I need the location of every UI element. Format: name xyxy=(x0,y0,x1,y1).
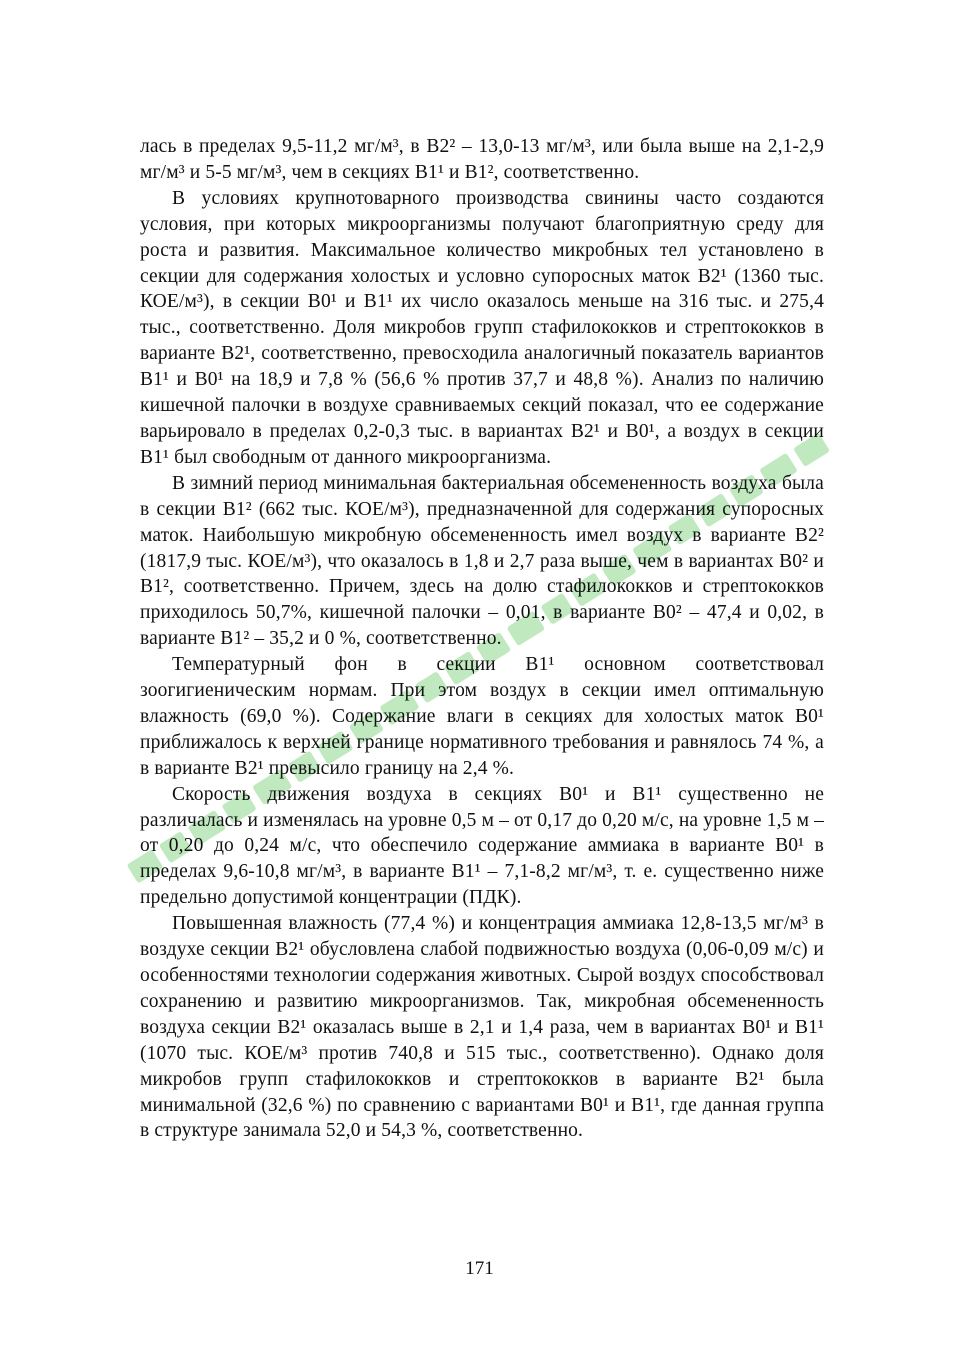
paragraph-1: лась в пределах 9,5-11,2 мг/м³, в В2² – 13,0-13 мг/м³, или была выше на 2,1-2,9 мг/м³ и 5-5 мг/м³, чем в секциях В1¹ и В1², соответственно. xyxy=(140,136,824,183)
paragraph-5: Скорость движения воздуха в секциях В0¹ и В1¹ существенно не различалась и изменялась на уровне 0,5 м – от 0,17 до 0,20 м/с, на уровне 1,5 м – от 0,20 до 0,24 м/с, что обеспечило содержание аммиака в варианте В0¹ в пределах 9,6-10,8 мг/м³, в варианте В1¹ – 7,1-8,2 мг/м³, т. е. существенно ниже предельно допустимой концентрации (ПДК). xyxy=(140,783,824,909)
paragraph-3: В зимний период минимальная бактериальная обсемененность воздуха была в секции В1² (662 тыс. КОЕ/м³), предназначенной для содержания супоросных маток. Наибольшую микробную обсемененность имел воздух в варианте В2² (1817,9 тыс. КОЕ/м³), что оказалось в 1,8 и 2,7 раза выше, чем в вариантах В0² и В1², соответственно. Причем, здесь на долю стафилококков и стрептококков приходилось 50,7%, кишечной палочки – 0,01, в варианте В0² – 47,4 и 0,02, в варианте В1² – 35,2 и 0 %, соответственно. xyxy=(140,472,824,650)
paragraph-6: Повышенная влажность (77,4 %) и концентрация аммиака 12,8-13,5 мг/м³ в воздухе секции В2¹ обусловлена слабой подвижностью воздуха (0,06-0,09 м/с) и особенностями технологии содержания животных. Сырой воздух способствовал сохранению и развитию микроорганизмов. Так, микробная обсемененность воздуха секции В2¹ оказалась выше в 2,1 и 1,4 раза, чем в вариантах В0¹ и В1¹ (1070 тыс. КОЕ/м³ против 740,8 и 515 тыс., соответственно). Однако доля микробов групп стафилококков и стрептококков в варианте В2¹ была минимальной (32,6 %) по сравнению с вариантами В0¹ и В1¹, где данная группа в структуре занимала 52,0 и 54,3 %, соответственно. xyxy=(140,913,824,1142)
body-text xyxy=(140,134,824,1144)
paragraph-2: В условиях крупнотоварного производства свинины часто создаются условия, при которых микроорганизмы получают благоприятную среду для роста и развития. Максимальное количество микробных тел установлено в секции для содержания холостых и условно супоросных маток В2¹ (1360 тыс. КОЕ/м³), в секции В0¹ и В1¹ их число оказалось меньше на 316 тыс. и 275,4 тыс., соответственно. Доля микробов групп стафилококков и стрептококков в варианте В2¹, соответственно, превосходила аналогичный показатель вариантов В1¹ и В0¹ на 18,9 и 7,8 % (56,6 % против 37,7 и 48,8 %). Анализ по наличию кишечной палочки в воздухе сравниваемых секций показал, что ее содержание варьировало в пределах 0,2-0,3 тыс. в вариантах В2¹ и В0¹, а воздух в секции В1¹ был свободным от данного микроорганизма. xyxy=(140,187,824,468)
paragraph-4: Температурный фон в секции В1¹ основном соответствовал зоогигиеническим нормам. При этом воздух в секции имел оптимальную влажность (69,0 %). Содержание влаги в секциях для холостых маток В0¹ приближалось к верхней границе нормативного требования и равнялось 74 %, а в варианте В2¹ превысило границу на 2,4 %. xyxy=(140,654,824,779)
page-number: 171 xyxy=(465,1258,494,1279)
